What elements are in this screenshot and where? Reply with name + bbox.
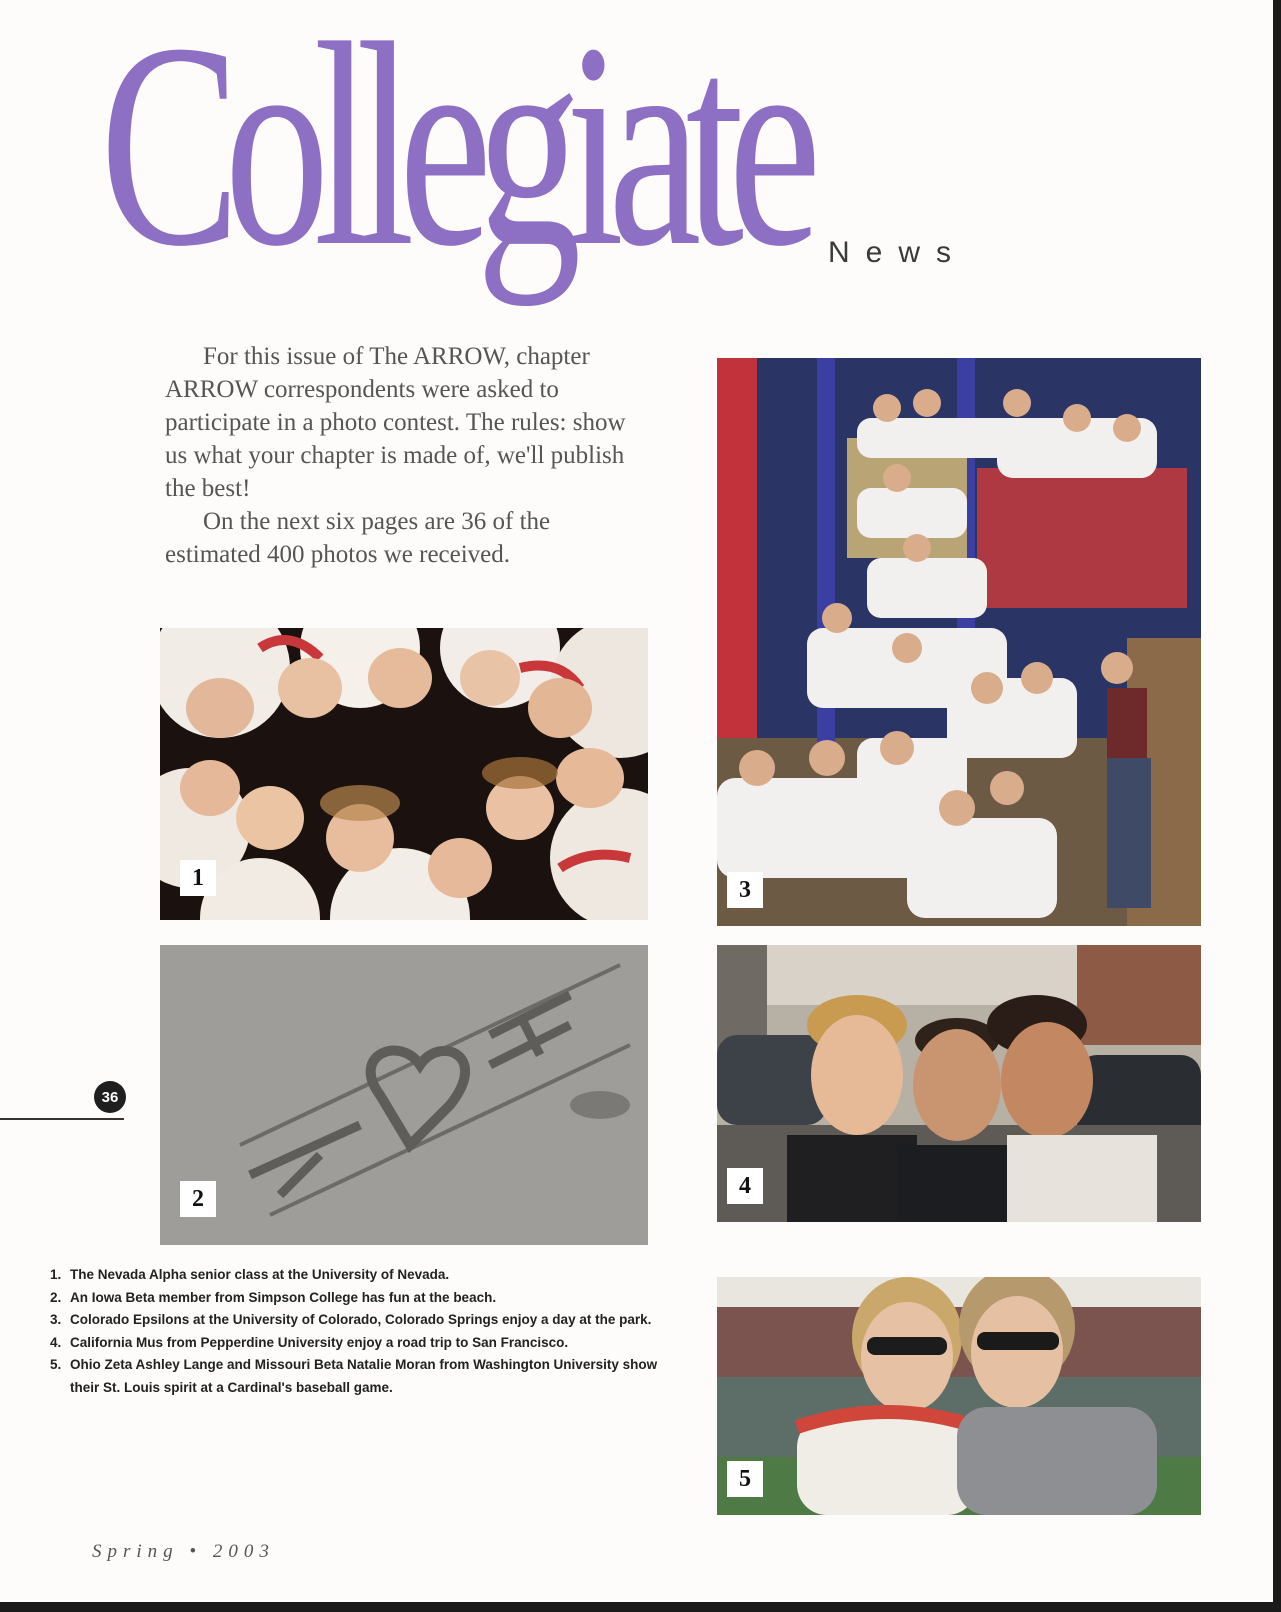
- caption-item: [50, 1332, 660, 1355]
- caption-number: 5.: [50, 1357, 62, 1372]
- caption-number: 1.: [50, 1267, 62, 1282]
- caption-number: 2.: [50, 1289, 62, 1305]
- masthead-subtitle: News: [828, 236, 968, 269]
- photo-number-1: 1: [180, 860, 216, 896]
- caption-number: 4.: [50, 1334, 62, 1350]
- photo-number-3: 3: [727, 872, 763, 908]
- caption-item: [50, 1354, 660, 1399]
- caption-item: [50, 1264, 660, 1287]
- photo-3-image: [717, 358, 1201, 926]
- photo-number-5: 5: [727, 1461, 763, 1497]
- photo-1: [160, 628, 648, 920]
- intro-text: [165, 340, 645, 571]
- photo-number-2: 2: [180, 1181, 216, 1217]
- issue-footer: Spring • 2003: [92, 1541, 275, 1562]
- photo-2-image: [160, 945, 648, 1245]
- caption-item: [50, 1309, 660, 1332]
- caption-text: The Nevada Alpha senior class at the University of Nevada.: [70, 1267, 450, 1282]
- caption-number: 3.: [50, 1312, 62, 1327]
- page-number-rule: [0, 1118, 124, 1120]
- photo-5: [717, 1277, 1201, 1515]
- page-edge-right: [1273, 0, 1281, 1612]
- photo-number-4: 4: [727, 1168, 763, 1204]
- caption-text: Colorado Epsilons at the University of Colorado, Colorado Springs enjoy a day at the park.: [70, 1312, 652, 1327]
- photo-3: [717, 358, 1201, 926]
- caption-text: An Iowa Beta member from Simpson College has fun at the beach.: [70, 1289, 497, 1305]
- photo-4: [717, 945, 1201, 1222]
- photo-captions: [50, 1264, 660, 1399]
- photo-5-image: [717, 1277, 1201, 1515]
- caption-text: California Mus from Pepperdine University enjoy a road trip to San Francisco.: [70, 1334, 569, 1350]
- page-number-badge: 36: [94, 1081, 126, 1113]
- caption-text: Ohio Zeta Ashley Lange and Missouri Beta Natalie Moran from Washington University show their St. Louis spirit at a Cardinal's baseball game.: [70, 1357, 658, 1395]
- intro-paragraph-1: For this issue of The ARROW, chapter ARROW correspondents were asked to participate in a photo contest. The rules: show us what your chapter is made of, we'll publish the best!: [165, 343, 626, 502]
- photo-2: [160, 945, 648, 1245]
- intro-paragraph-2: On the next six pages are 36 of the estimated 400 photos we received.: [165, 508, 551, 568]
- photo-1-image: [160, 628, 648, 920]
- page-edge-bottom: [0, 1602, 1281, 1612]
- caption-item: [50, 1287, 660, 1310]
- photo-4-image: [717, 945, 1201, 1222]
- masthead-title: Collegiate: [100, 0, 806, 307]
